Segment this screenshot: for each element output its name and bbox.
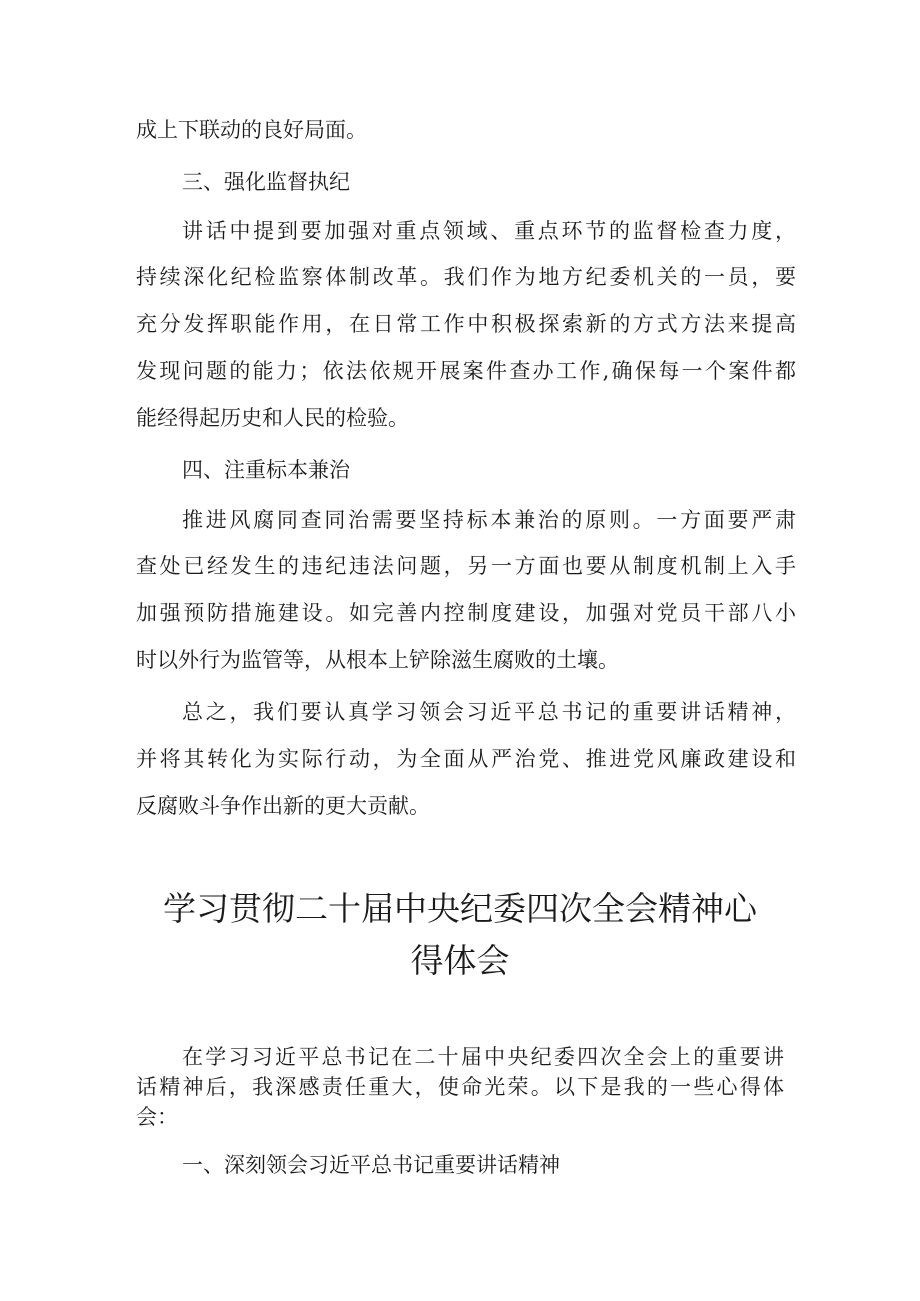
paragraph-line: 加强预防措施建设。如完善内控制度建设，加强对党员干部八小 [136,601,796,625]
paragraph-line: 推进风腐同查同治需要坚持标本兼治的原则。一方面要严肃 [182,508,796,532]
paragraph-line: 充分发挥职能作用，在日常工作中积极探索新的方式方法来提高 [136,312,796,336]
paragraph-line: 总之，我们要认真学习领会习近平总书记的重要讲话精神， [182,700,796,724]
paragraph-line: 发现问题的能力；依法依规开展案件查办工作,确保每一个案件都 [136,359,796,383]
section-heading-3: 三、强化监督执纪 [182,170,350,194]
paragraph-line: 成上下联动的良好局面。 [136,118,367,142]
paragraph-line: 讲话中提到要加强对重点领域、重点环节的监督检查力度， [182,219,796,243]
section-heading-4: 四、注重标本兼治 [182,458,350,482]
intro-line: 话精神后，我深感责任重大，使命光荣。以下是我的一些心得体 [136,1075,784,1099]
paragraph-line: 能经得起历史和人民的检验。 [136,406,409,430]
paragraph-line: 持续深化纪检监察体制改革。我们作为地方纪委机关的一员，要 [136,265,796,289]
intro-line: 在学习习近平总书记在二十届中央纪委四次全会上的重要讲 [182,1045,784,1069]
article-title-line-1: 学习贯彻二十届中央纪委四次全会精神心 [163,889,757,928]
intro-line: 会： [136,1105,178,1129]
article-heading-1: 一、深刻领会习近平总书记重要讲话精神 [182,1153,560,1177]
paragraph-line: 反腐败斗争作出新的更大贡献。 [136,794,430,818]
paragraph-line: 查处已经发生的违纪违法问题，另一方面也要从制度机制上入手 [136,554,796,578]
paragraph-line: 时以外行为监管等，从根本上铲除滋生腐败的土壤。 [136,648,619,672]
article-title-line-2: 得体会 [410,941,510,980]
paragraph-line: 并将其转化为实际行动，为全面从严治党、推进党风廉政建设和 [136,747,796,771]
